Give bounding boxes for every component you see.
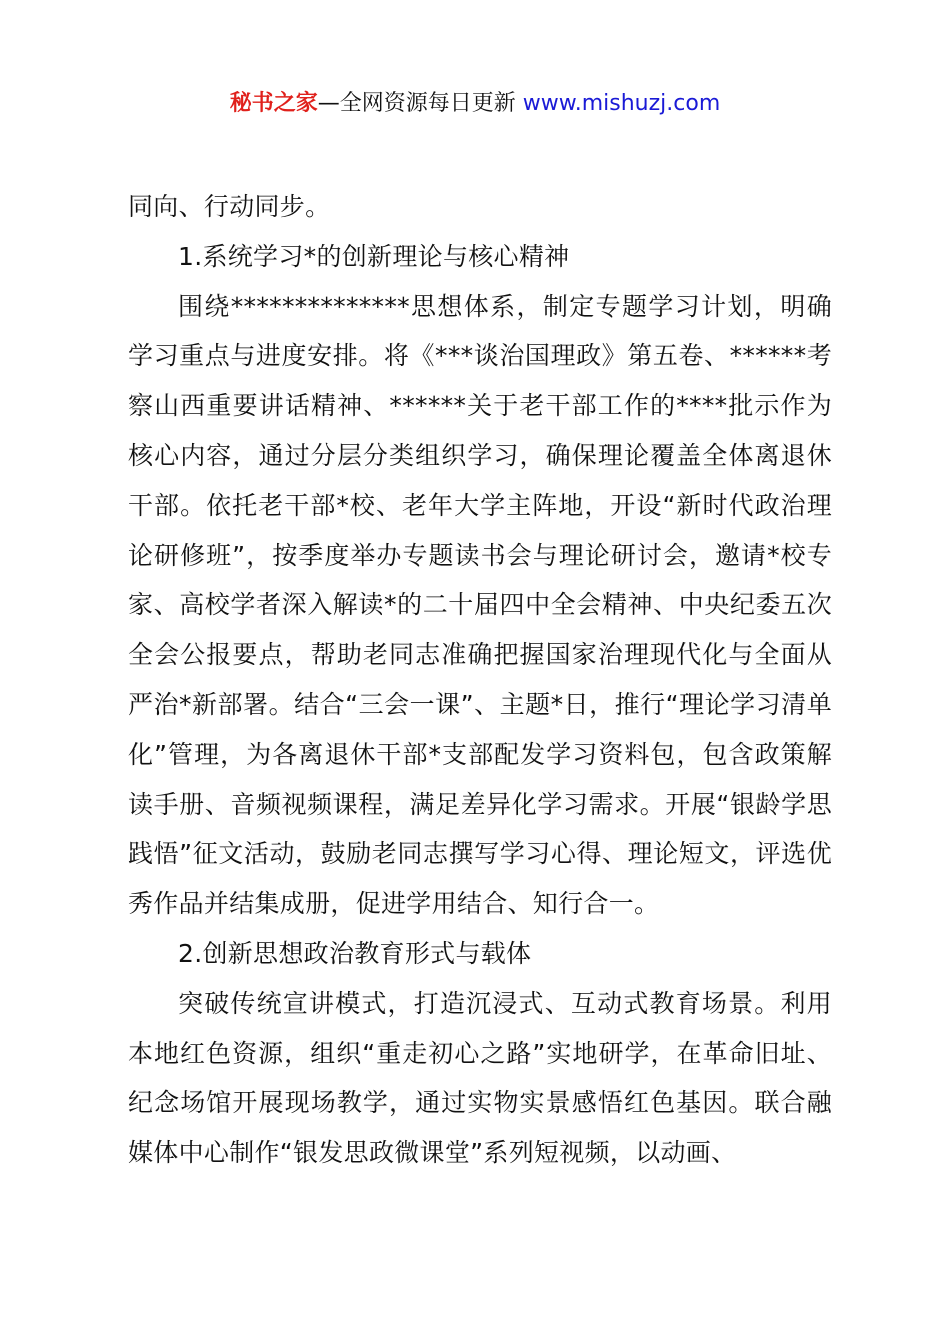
site-header [0,86,950,122]
site-tagline: —全网资源每日更新 [317,91,523,116]
site-url-link[interactable]: www.mishuzj.com [522,91,721,116]
section-heading-2: 2.创新思想政治教育形式与载体 [178,938,532,968]
site-brand: 秘书之家 [229,91,318,116]
paragraph-study-theory: 围绕**************思想体系，制定专题学习计划，明确学习重点与进度安排。将《***谈治国理政》第五卷、******考察山西重要讲话精神、******关于老干部工作的****批示作为核心内容，通过分层分类组织学习，确保理论覆盖全体离退休干部。依托老干部*校、老年大学主阵地，开设“新时代政治理论研修班”，按季度举办专题读书会与理论研讨会，邀请*校专家、高校学者深入解读*的二十届四中全会精神、中央纪委五次全会公报要点，帮助老同志准确把握国家治理现代化与全面从严治*新部署。结合“三会一课”、主题*日，推行“理论学习清单化”管理，为各离退休干部*支部配发学习资料包，包含政策解读手册、音频视频课程，满足差异化学习需求。开展“银龄学思践悟”征文活动，鼓励老同志撰写学习心得、理论短文，评选优秀作品并结集成册，促进学用结合、知行合一。 [128,291,832,919]
paragraph-education-forms: 突破传统宣讲模式，打造沉浸式、互动式教育场景。利用本地红色资源，组织“重走初心之路”实地研学，在革命旧址、纪念场馆开展现场教学，通过实物实景感悟红色基因。联合融媒体中心制作“银发思政微课堂”系列短视频，以动画、 [128,988,832,1168]
document-body [128,182,832,1178]
section-heading-1: 1.系统学习*的创新理论与核心精神 [178,241,570,271]
paragraph-continuation: 同向、行动同步。 [128,192,331,221]
